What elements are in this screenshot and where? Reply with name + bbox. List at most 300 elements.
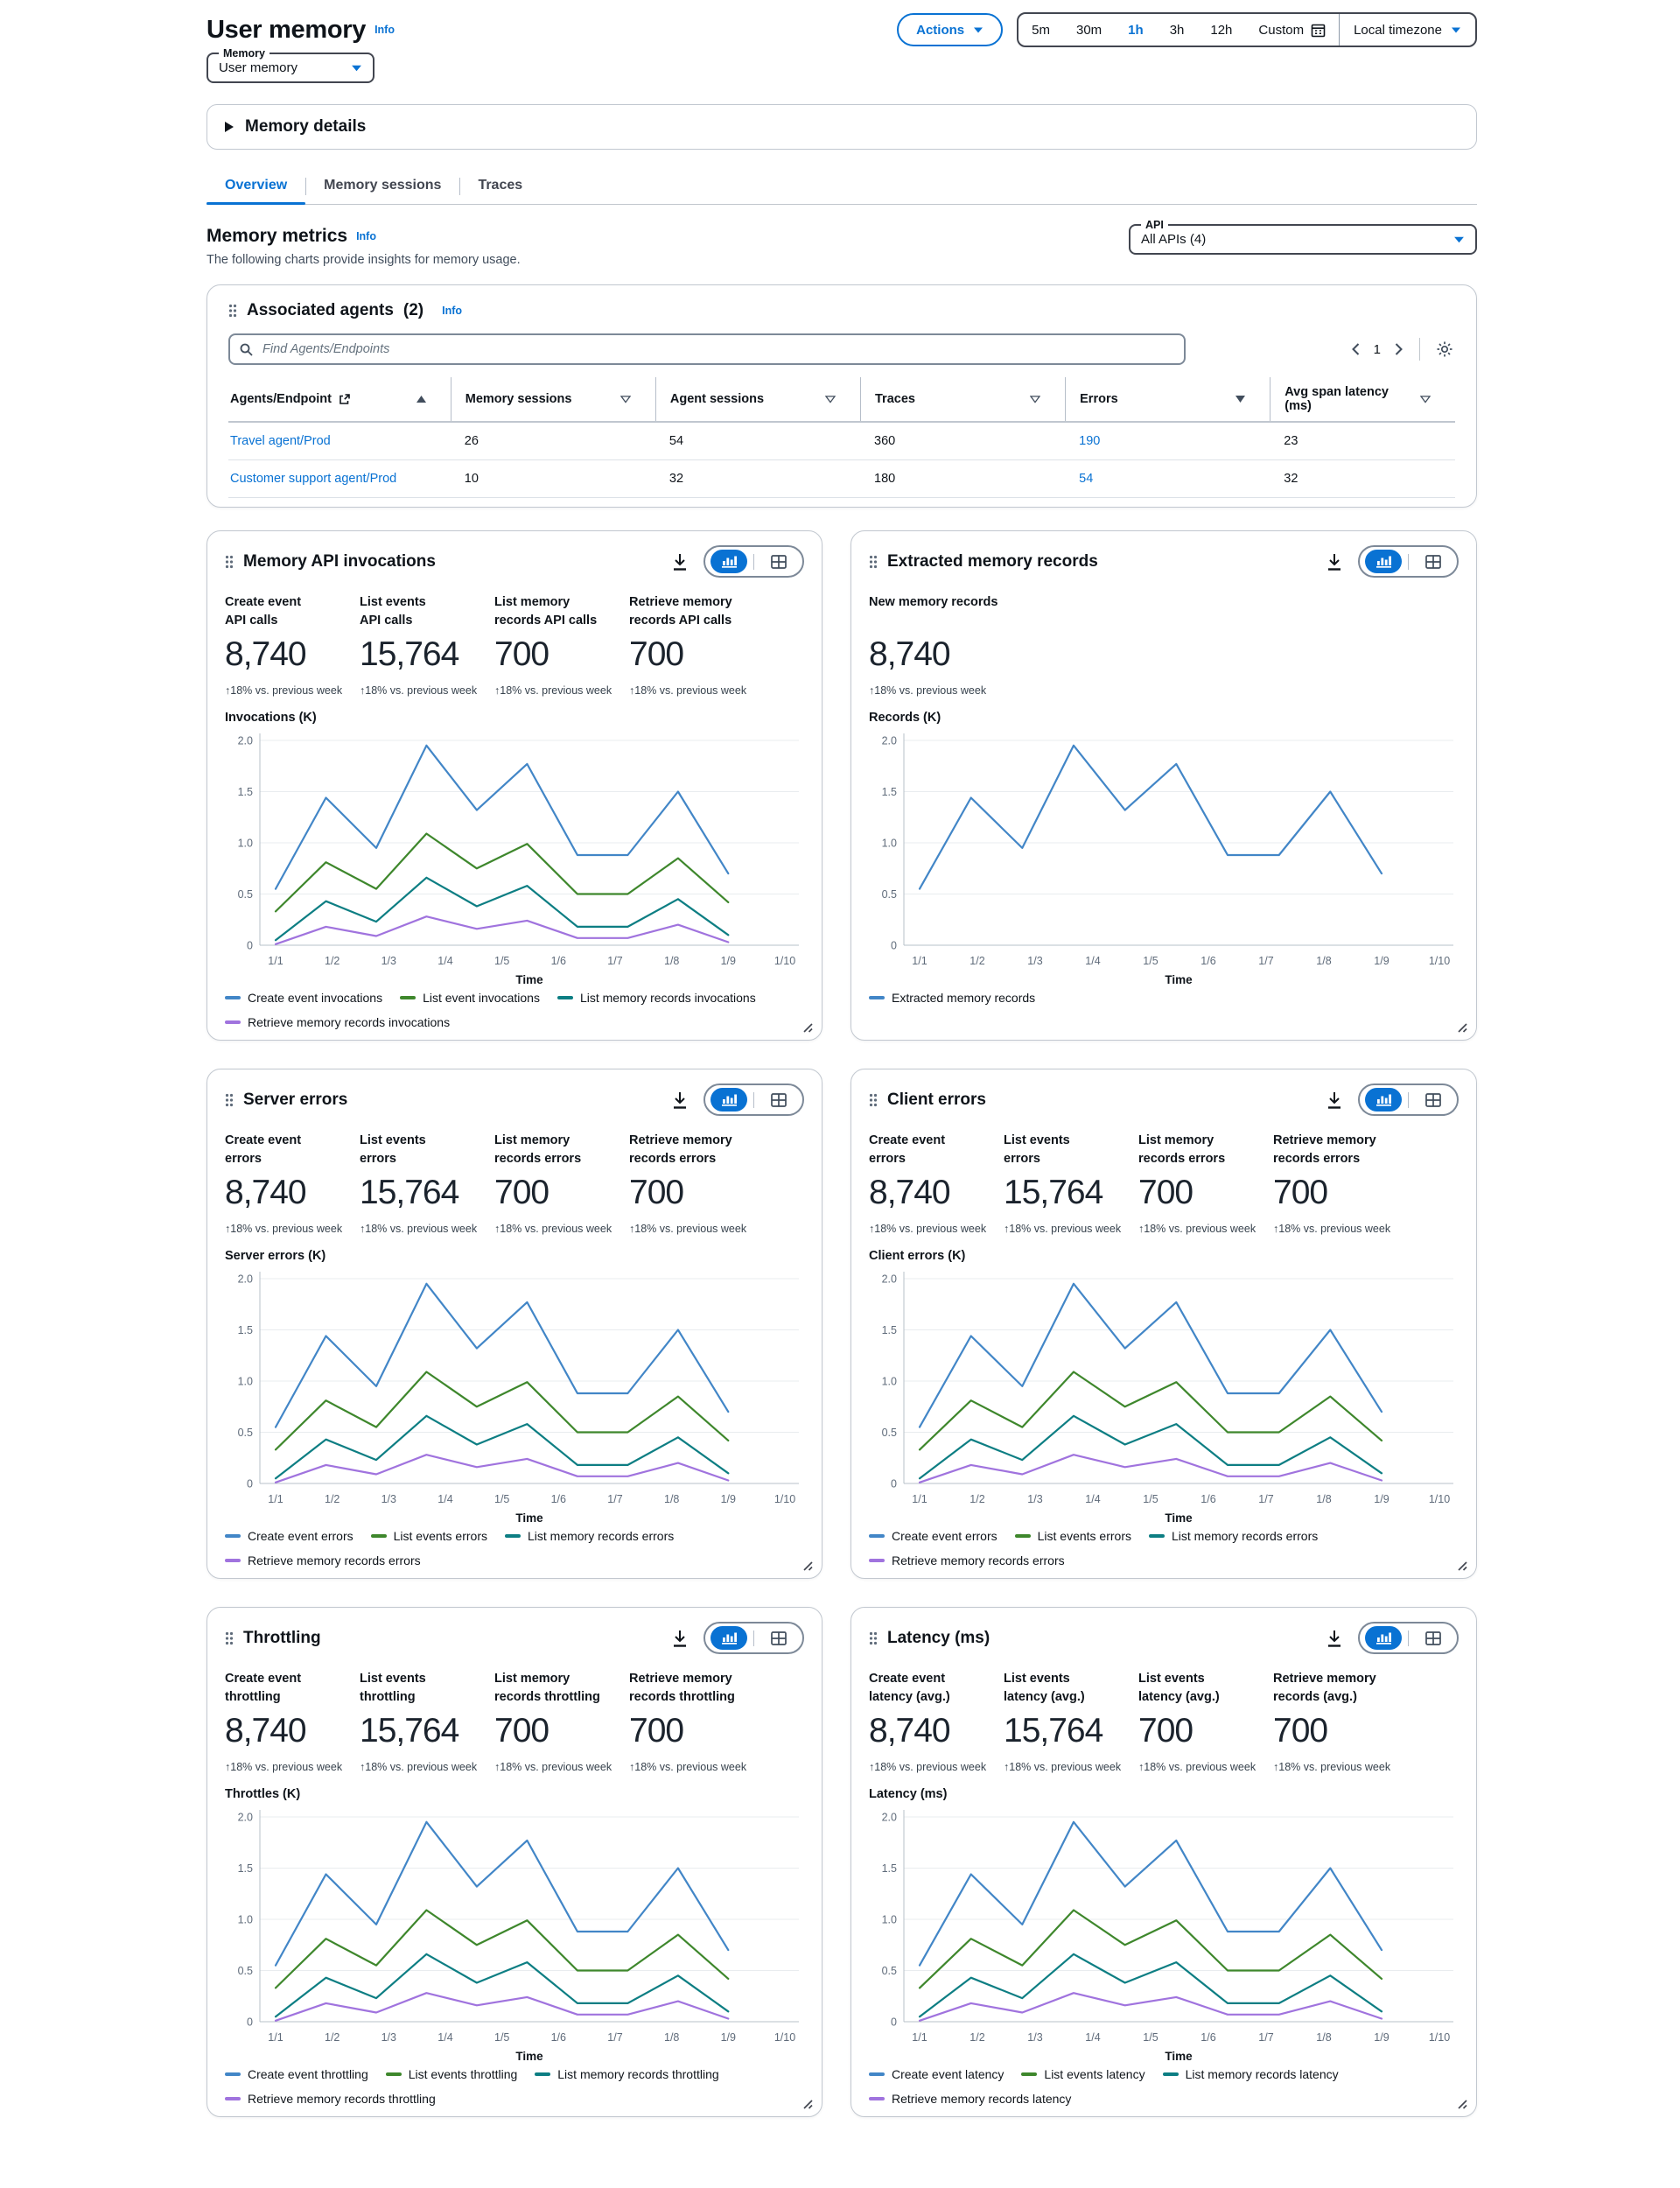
resize-handle-icon[interactable] xyxy=(1455,1559,1467,1571)
tab-memory-sessions[interactable] xyxy=(305,169,459,204)
card-header xyxy=(225,1622,804,1654)
legend-label: Create event errors xyxy=(248,1529,354,1543)
kpi-value: 8,740 xyxy=(869,1174,950,1211)
card-controls xyxy=(669,545,804,578)
svg-text:1/4: 1/4 xyxy=(1085,1493,1101,1505)
drag-handle-icon[interactable] xyxy=(869,555,878,569)
metrics-info-link[interactable]: Info xyxy=(356,230,376,242)
next-page-button[interactable] xyxy=(1392,340,1405,358)
column-label: Errors xyxy=(1080,392,1118,406)
card-controls xyxy=(669,1622,804,1654)
kpi-trend: ↑18% vs. previous week xyxy=(1138,1223,1256,1235)
legend-item[interactable] xyxy=(225,1529,354,1543)
legend-label: List event invocations xyxy=(423,991,540,1005)
legend-swatch xyxy=(371,1534,387,1538)
memory-details-title: Memory details xyxy=(245,117,367,136)
table-icon xyxy=(771,1093,787,1107)
legend-label: List memory records throttling xyxy=(557,2067,719,2081)
agents-toolbar xyxy=(228,333,1455,365)
table-view-button[interactable] xyxy=(760,550,797,573)
bar-chart-icon xyxy=(1376,1631,1392,1645)
legend-label: Retrieve memory records invocations xyxy=(248,1015,451,1029)
svg-text:Time: Time xyxy=(515,973,543,986)
legend-swatch xyxy=(869,2097,885,2100)
charts-grid xyxy=(206,530,1477,2117)
svg-text:1/1: 1/1 xyxy=(268,2031,284,2044)
svg-text:1.5: 1.5 xyxy=(237,786,253,798)
filter-icon[interactable] xyxy=(825,396,836,403)
download-icon xyxy=(672,553,688,571)
kpi-label: List memory records API calls xyxy=(494,595,598,628)
svg-text:1.0: 1.0 xyxy=(881,1375,897,1388)
chevron-down-icon xyxy=(1451,26,1461,34)
chart-legend xyxy=(869,991,1459,1005)
download-button[interactable] xyxy=(669,551,690,573)
download-button[interactable] xyxy=(1324,1089,1345,1112)
svg-text:2.0: 2.0 xyxy=(881,1273,897,1286)
card-controls xyxy=(1324,545,1459,578)
previous-page-button[interactable] xyxy=(1349,340,1362,358)
kpi-trend: ↑18% vs. previous week xyxy=(494,1761,612,1773)
kpi-label: List events API calls xyxy=(360,595,426,628)
chart-view-button[interactable] xyxy=(710,1088,747,1112)
legend-item[interactable] xyxy=(869,1529,998,1543)
svg-text:1/5: 1/5 xyxy=(1143,1493,1158,1505)
svg-text:1/4: 1/4 xyxy=(438,955,453,967)
card-header xyxy=(869,1083,1459,1116)
search-icon xyxy=(240,343,253,356)
kpi-trend: ↑18% vs. previous week xyxy=(360,1761,478,1773)
line-chart xyxy=(869,1265,1460,1527)
column-label: Agents/Endpoint xyxy=(230,392,332,406)
kpi-label: List events errors xyxy=(360,1133,426,1166)
tab-label: Overview xyxy=(225,178,288,193)
time-range-12h-button[interactable] xyxy=(1197,14,1245,46)
resize-handle-icon[interactable] xyxy=(801,1020,813,1033)
chevron-down-icon xyxy=(351,64,362,73)
page-info-link[interactable]: Info xyxy=(374,24,395,36)
svg-text:1.5: 1.5 xyxy=(237,1862,253,1875)
agents-info-link[interactable]: Info xyxy=(442,305,463,317)
svg-text:1/7: 1/7 xyxy=(607,1493,623,1505)
kpi-value: 8,740 xyxy=(869,1712,950,1750)
series-retrieve-memory-records-errors xyxy=(276,1455,728,1483)
sort-ascending-icon[interactable] xyxy=(416,396,426,403)
external-link-icon xyxy=(339,394,350,405)
kpi-label: Create event errors xyxy=(869,1133,946,1166)
kpi-trend: ↑18% vs. previous week xyxy=(225,1223,343,1235)
svg-text:Time: Time xyxy=(1165,2050,1193,2063)
memory-select[interactable] xyxy=(206,47,374,83)
time-range-custom-button[interactable] xyxy=(1245,14,1339,46)
view-toggle xyxy=(1358,1622,1459,1654)
kpi-row xyxy=(869,1132,1459,1235)
download-button[interactable] xyxy=(1324,551,1345,573)
svg-text:1/9: 1/9 xyxy=(1374,955,1390,967)
kpi-value: 8,740 xyxy=(869,635,950,673)
download-icon xyxy=(1326,553,1342,571)
svg-text:Time: Time xyxy=(515,2050,543,2063)
column-header-traces[interactable] xyxy=(860,377,1065,421)
chart-view-button[interactable] xyxy=(1365,1626,1402,1650)
chart-legend xyxy=(225,1529,804,1567)
kpi-row xyxy=(225,1132,804,1235)
table-view-button[interactable] xyxy=(760,1626,797,1650)
svg-text:1/5: 1/5 xyxy=(494,1493,510,1505)
kpi-label: Create event errors xyxy=(225,1133,302,1166)
kpi-value: 15,764 xyxy=(1004,1712,1103,1750)
series-extracted-memory-records xyxy=(920,746,1382,889)
cell-link[interactable] xyxy=(228,460,451,497)
cell-value xyxy=(451,423,655,459)
svg-text:1/3: 1/3 xyxy=(1027,955,1043,967)
card-title: Client errors xyxy=(887,1090,986,1109)
tab-traces[interactable] xyxy=(459,169,541,204)
column-label: Memory sessions xyxy=(465,392,572,406)
svg-text:1/7: 1/7 xyxy=(607,955,623,967)
legend-item[interactable] xyxy=(1015,1529,1131,1543)
kpi-trend: ↑18% vs. previous week xyxy=(225,684,343,697)
legend-swatch xyxy=(869,1559,885,1562)
memory-select-value: User memory xyxy=(219,60,298,75)
svg-text:1/9: 1/9 xyxy=(1374,2031,1390,2044)
legend-item[interactable] xyxy=(1021,2067,1144,2081)
card-title: Latency (ms) xyxy=(887,1628,990,1647)
legend-label: List events throttling xyxy=(408,2067,518,2081)
column-header-avg-span-latency-ms[interactable] xyxy=(1270,377,1455,421)
kpi xyxy=(225,593,360,697)
legend-item[interactable] xyxy=(225,1015,450,1029)
chevron-right-icon xyxy=(1395,343,1403,355)
cell-text: 32 xyxy=(1284,472,1298,486)
chart-view-button[interactable] xyxy=(1365,550,1402,573)
svg-text:1/5: 1/5 xyxy=(494,2031,510,2044)
kpi-trend: ↑18% vs. previous week xyxy=(1273,1761,1391,1773)
legend-item[interactable] xyxy=(400,991,540,1005)
kpi-value: 15,764 xyxy=(360,1174,459,1211)
kpi xyxy=(1138,1670,1273,1773)
kpi-trend: ↑18% vs. previous week xyxy=(494,684,612,697)
drag-handle-icon[interactable] xyxy=(869,1093,878,1107)
cell-text: Customer support agent/Prod xyxy=(230,472,397,486)
view-toggle xyxy=(704,1622,804,1654)
legend-label: Retrieve memory records errors xyxy=(248,1553,421,1567)
svg-text:2.0: 2.0 xyxy=(237,1811,253,1824)
bar-chart-icon xyxy=(1376,1093,1392,1106)
cell-link[interactable] xyxy=(228,423,451,459)
svg-text:1/1: 1/1 xyxy=(912,2031,928,2044)
resize-handle-icon[interactable] xyxy=(801,1559,813,1571)
card-title: Server errors xyxy=(243,1090,348,1109)
svg-text:1/6: 1/6 xyxy=(1200,2031,1216,2044)
tab-label: Traces xyxy=(478,178,523,193)
kpi-value: 15,764 xyxy=(360,635,459,673)
svg-text:1/10: 1/10 xyxy=(774,955,796,967)
time-range-3h-button[interactable] xyxy=(1157,14,1198,46)
card-header xyxy=(869,545,1459,578)
cell-link[interactable] xyxy=(1065,423,1270,459)
svg-text:1/9: 1/9 xyxy=(1374,1493,1390,1505)
chart-view-button[interactable] xyxy=(710,1626,747,1650)
kpi-label: Create event API calls xyxy=(225,595,302,628)
chart-view-button[interactable] xyxy=(1365,1088,1402,1112)
table-row xyxy=(228,460,1455,498)
series-retrieve-memory-records-latency xyxy=(920,1993,1382,2021)
svg-text:0.5: 0.5 xyxy=(237,1427,253,1439)
kpi-trend: ↑18% vs. previous week xyxy=(494,1223,612,1235)
legend-swatch xyxy=(869,996,885,999)
legend-item[interactable] xyxy=(386,2067,518,2081)
chart-title: Latency (ms) xyxy=(869,1787,948,1801)
view-toggle xyxy=(704,1083,804,1116)
download-button[interactable] xyxy=(669,1627,690,1650)
card-client-errors xyxy=(850,1069,1477,1579)
card-header xyxy=(225,545,804,578)
kpi-label: List events latency (avg.) xyxy=(1004,1672,1085,1704)
filter-icon[interactable] xyxy=(620,396,631,403)
svg-text:1/10: 1/10 xyxy=(1428,1493,1451,1505)
svg-text:1.5: 1.5 xyxy=(237,1324,253,1336)
resize-handle-icon[interactable] xyxy=(801,2097,813,2109)
card-controls xyxy=(1324,1083,1459,1116)
drag-handle-icon[interactable] xyxy=(225,1093,234,1107)
kpi-row xyxy=(869,593,1459,697)
svg-text:1/4: 1/4 xyxy=(438,2031,453,2044)
line-chart xyxy=(225,1265,806,1527)
svg-text:1/6: 1/6 xyxy=(1200,955,1216,967)
cell-text: 180 xyxy=(874,472,896,486)
chevron-left-icon xyxy=(1352,343,1360,355)
legend-item[interactable] xyxy=(225,2092,436,2106)
kpi xyxy=(1273,1132,1408,1235)
legend-label: List memory records errors xyxy=(1171,1529,1319,1543)
kpi-trend: ↑18% vs. previous week xyxy=(1273,1223,1391,1235)
kpi xyxy=(629,1670,764,1773)
download-button[interactable] xyxy=(669,1089,690,1112)
svg-text:1/1: 1/1 xyxy=(268,1493,284,1505)
page-content xyxy=(206,12,1477,2117)
legend-item[interactable] xyxy=(1163,2067,1339,2081)
legend-item[interactable] xyxy=(225,991,382,1005)
expand-arrow-icon xyxy=(225,122,234,132)
table-view-button[interactable] xyxy=(1415,550,1452,573)
cell-link[interactable] xyxy=(1065,460,1270,497)
actions-button[interactable] xyxy=(897,13,1003,46)
api-select-label: API xyxy=(1145,219,1164,231)
download-icon xyxy=(672,1630,688,1647)
cell-value xyxy=(451,460,655,497)
chart-area xyxy=(869,1803,1459,2065)
kpi-label: List events latency (avg.) xyxy=(1138,1672,1220,1704)
agents-table-header xyxy=(228,377,1455,423)
time-range-1h-button[interactable] xyxy=(1115,14,1157,46)
resize-handle-icon[interactable] xyxy=(1455,2097,1467,2109)
toggle-divider xyxy=(1408,554,1409,570)
kpi-value: 15,764 xyxy=(1004,1174,1103,1211)
card-server-errors xyxy=(206,1069,822,1579)
svg-text:0: 0 xyxy=(891,2016,897,2029)
line-chart xyxy=(869,726,1460,989)
legend-item[interactable] xyxy=(505,1529,674,1543)
kpi-label: Retrieve memory records API calls xyxy=(629,595,732,628)
top-controls xyxy=(897,12,1477,47)
legend-item[interactable] xyxy=(1149,1529,1318,1543)
legend-label: Retrieve memory records throttling xyxy=(248,2092,436,2106)
cell-text: 54 xyxy=(1079,472,1094,486)
column-header-memory-sessions[interactable] xyxy=(451,377,655,421)
svg-text:2.0: 2.0 xyxy=(881,1811,897,1824)
svg-text:0: 0 xyxy=(247,1477,253,1490)
pagination xyxy=(1349,340,1405,358)
legend-item[interactable] xyxy=(225,2067,368,2081)
kpi-label: Create event throttling xyxy=(225,1672,302,1704)
svg-text:0: 0 xyxy=(247,2016,253,2029)
svg-text:1/7: 1/7 xyxy=(1258,1493,1274,1505)
drag-handle-icon[interactable] xyxy=(228,304,237,318)
kpi-value: 15,764 xyxy=(360,1712,459,1750)
svg-text:0.5: 0.5 xyxy=(881,1965,897,1977)
svg-text:Time: Time xyxy=(515,1511,543,1525)
legend-swatch xyxy=(225,1020,241,1024)
resize-handle-icon[interactable] xyxy=(1455,1020,1467,1033)
kpi-trend: ↑18% vs. previous week xyxy=(1004,1761,1122,1773)
table-view-button[interactable] xyxy=(760,1088,797,1112)
chart-title: Invocations (K) xyxy=(225,711,317,725)
svg-text:0.5: 0.5 xyxy=(237,1965,253,1977)
kpi-label: Retrieve memory records (avg.) xyxy=(1273,1672,1376,1704)
legend-swatch xyxy=(1015,1534,1031,1538)
svg-text:1/2: 1/2 xyxy=(325,955,340,967)
svg-text:1/5: 1/5 xyxy=(1143,955,1158,967)
download-button[interactable] xyxy=(1324,1627,1345,1650)
kpi-label: List events throttling xyxy=(360,1672,426,1704)
drag-handle-icon[interactable] xyxy=(225,1631,234,1645)
card-throttling xyxy=(206,1607,822,2117)
column-header-agent-sessions[interactable] xyxy=(655,377,860,421)
actions-button-label: Actions xyxy=(916,22,965,38)
svg-text:2.0: 2.0 xyxy=(881,734,897,747)
cell-text: 190 xyxy=(1079,434,1101,448)
chevron-down-icon xyxy=(1453,235,1465,244)
svg-text:1/10: 1/10 xyxy=(1428,2031,1451,2044)
kpi-value: 700 xyxy=(1273,1712,1328,1750)
legend-label: Create event errors xyxy=(892,1529,998,1543)
card-title: Extracted memory records xyxy=(887,551,1098,571)
series-create-event-latency xyxy=(920,1822,1382,1966)
kpi-value: 700 xyxy=(494,1712,550,1750)
view-toggle xyxy=(1358,545,1459,578)
drag-handle-icon[interactable] xyxy=(869,1631,878,1645)
legend-label: Retrieve memory records latency xyxy=(892,2092,1072,2106)
drag-handle-icon[interactable] xyxy=(225,555,234,569)
kpi-trend: ↑18% vs. previous week xyxy=(1004,1223,1122,1235)
time-range-label: 3h xyxy=(1169,22,1185,38)
card-title: Throttling xyxy=(243,1628,321,1647)
legend-label: List memory records latency xyxy=(1185,2067,1339,2081)
chart-view-button[interactable] xyxy=(710,550,747,573)
svg-text:1/6: 1/6 xyxy=(1200,1493,1216,1505)
kpi xyxy=(494,1132,629,1235)
filter-icon[interactable] xyxy=(1420,396,1431,403)
legend-item[interactable] xyxy=(535,2067,718,2081)
download-icon xyxy=(1326,1630,1342,1647)
series-retrieve-memory-records-errors xyxy=(920,1455,1382,1483)
legend-item[interactable] xyxy=(557,991,756,1005)
sort-descending-icon[interactable] xyxy=(1236,396,1245,403)
chart-title: Records (K) xyxy=(869,711,942,725)
svg-text:1/9: 1/9 xyxy=(720,2031,736,2044)
time-range-5m-button[interactable] xyxy=(1018,14,1063,46)
svg-text:0: 0 xyxy=(891,1477,897,1490)
legend-item[interactable] xyxy=(869,2067,1004,2081)
cell-text: 26 xyxy=(464,434,479,448)
chart-area xyxy=(869,726,1459,989)
table-view-button[interactable] xyxy=(1415,1088,1452,1112)
chart-title: Throttles (K) xyxy=(225,1787,301,1801)
legend-item[interactable] xyxy=(869,1553,1065,1567)
time-range-30m-button[interactable] xyxy=(1063,14,1115,46)
legend-swatch xyxy=(505,1534,521,1538)
legend-item[interactable] xyxy=(869,2092,1071,2106)
card-title: Memory API invocations xyxy=(243,551,436,571)
svg-text:1/9: 1/9 xyxy=(720,955,736,967)
agents-search-input[interactable] xyxy=(261,341,1174,357)
card-header xyxy=(225,1083,804,1116)
legend-item[interactable] xyxy=(869,991,1035,1005)
memory-details-expander[interactable] xyxy=(206,104,1477,150)
cell-text: 32 xyxy=(668,472,684,486)
table-view-button[interactable] xyxy=(1415,1626,1452,1650)
series-list-event-invocations xyxy=(276,834,728,912)
chart-legend xyxy=(869,2067,1459,2106)
svg-text:1.0: 1.0 xyxy=(881,837,897,850)
legend-item[interactable] xyxy=(225,1553,421,1567)
svg-text:1/10: 1/10 xyxy=(774,2031,796,2044)
filter-icon[interactable] xyxy=(1030,396,1040,403)
svg-text:1/4: 1/4 xyxy=(438,1493,453,1505)
api-select[interactable] xyxy=(1129,219,1477,255)
svg-text:1/8: 1/8 xyxy=(664,1493,680,1505)
legend-swatch xyxy=(225,2072,241,2076)
series-create-event-invocations xyxy=(276,746,728,889)
legend-label: Create event invocations xyxy=(248,991,383,1005)
kpi xyxy=(869,593,1004,697)
legend-label: Create event throttling xyxy=(248,2067,368,2081)
series-retrieve-memory-records-throttling xyxy=(276,1993,728,2021)
column-header-errors[interactable] xyxy=(1065,377,1270,421)
cell-value xyxy=(1270,460,1455,497)
cell-value xyxy=(655,423,860,459)
timezone-select[interactable] xyxy=(1340,14,1475,46)
tab-overview[interactable] xyxy=(206,169,305,204)
agents-count: (2) xyxy=(402,301,424,319)
series-create-event-errors xyxy=(920,1284,1382,1427)
cell-text: 10 xyxy=(464,472,479,486)
kpi-trend: ↑18% vs. previous week xyxy=(1138,1761,1256,1773)
chart-legend xyxy=(225,2067,804,2106)
column-header-agents-endpoint[interactable] xyxy=(228,377,451,421)
svg-text:1/9: 1/9 xyxy=(720,1493,736,1505)
legend-item[interactable] xyxy=(371,1529,487,1543)
kpi-value: 8,740 xyxy=(225,1712,306,1750)
cell-text: 23 xyxy=(1284,434,1298,448)
column-label: Traces xyxy=(875,392,915,406)
table-settings-button[interactable] xyxy=(1434,339,1455,360)
view-toggle xyxy=(1358,1083,1459,1116)
associated-agents-card xyxy=(206,284,1477,508)
svg-text:Time: Time xyxy=(1165,1511,1193,1525)
svg-text:1/2: 1/2 xyxy=(970,2031,985,2044)
